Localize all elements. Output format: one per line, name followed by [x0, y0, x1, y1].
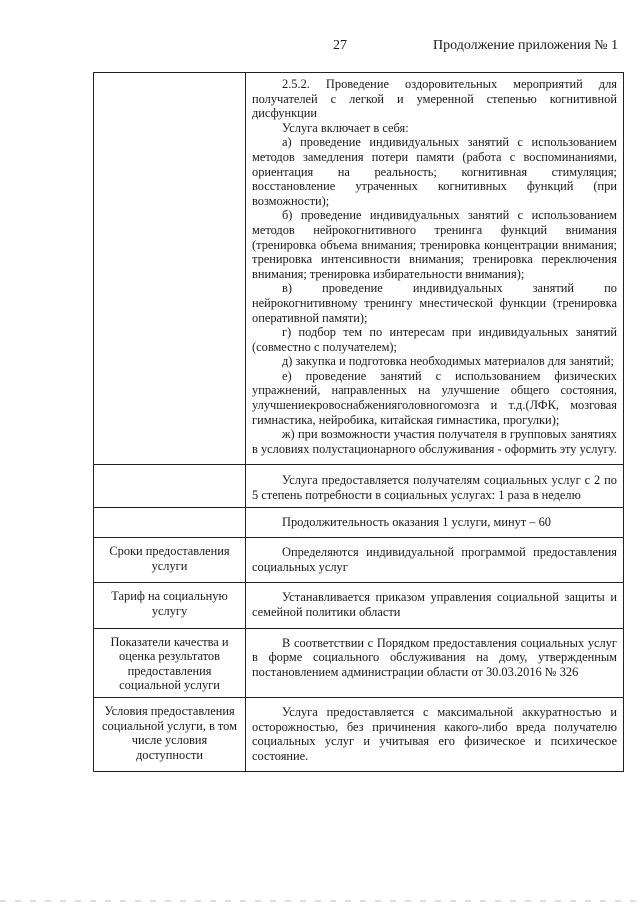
service-description-cell [246, 73, 624, 465]
service-table [93, 72, 624, 772]
list-item: в) проведение индивидуальных занятий по нейрокогнитивному тренингу мнестической функции (тренировка оперативной памяти); [252, 281, 617, 325]
row-value: Определяются индивидуальной программой предоставления социальных услуг [252, 545, 617, 574]
table-row [94, 628, 624, 697]
table-row [94, 538, 624, 583]
row-label: Тариф на социальную услугу [94, 583, 246, 628]
row-value-cell [246, 628, 624, 697]
row-value-cell [246, 538, 624, 583]
provision-cell [246, 465, 624, 507]
empty-label-cell [94, 465, 246, 507]
table-row [94, 465, 624, 507]
list-item: е) проведение занятий с использованием физических упражнений, направленных на улучшение общего состояния, улучшениекровоснабженияголовногомозга и т.д.(ЛФК, мозговая гимнастика, нейробика, китайская гимнастика, прогулки); [252, 368, 617, 427]
service-title: 2.5.2. Проведение оздоровительных мероприятий для получателей с легкой и умеренной степенью когнитивной дисфункции [252, 77, 617, 121]
list-item: г) подбор тем по интересам при индивидуальных занятий (совместно с получателем); [252, 325, 617, 354]
empty-label-cell [94, 73, 246, 465]
list-item: ж) при возможности участия получателя в групповых занятиях в условиях полустационарного обслуживания - оформить эту услугу. [252, 427, 617, 456]
scan-edge-artifact [0, 897, 639, 905]
row-value-cell [246, 583, 624, 628]
service-includes: Услуга включает в себя: [282, 120, 409, 135]
page-number: 27 [333, 38, 347, 53]
list-item: а) проведение индивидуальных занятий с использованием методов замедления потери памяти (работа с воспоминаниями, ориентация на реальность; когнитивная стимуляция; восстановление утраченных когнитивных функций (при возможности); [252, 135, 617, 208]
table-row [94, 507, 624, 538]
table-row [94, 697, 624, 771]
row-label: Условия предоставления социальной услуги, в том числе условия доступности [94, 697, 246, 771]
duration-text: Продолжительность оказания 1 услуги, минут – 60 [282, 514, 551, 529]
list-item: д) закупка и подготовка необходимых материалов для занятий; [282, 354, 614, 369]
page-header-continuation: Продолжение приложения № 1 [433, 38, 619, 53]
row-value: В соответствии с Порядком предоставления социальных услуг в форме социального обслуживания на дому, утвержденным постановлением администрации области от 30.03.2016 № 326 [252, 635, 617, 679]
duration-cell [246, 507, 624, 538]
provision-text: Услуга предоставляется получателям социальных услуг с 2 по 5 степень потребности в социальных услугах: 1 раза в неделю [252, 473, 617, 503]
row-value: Услуга предоставляется с максимальной аккуратностью и осторожностью, без причинения какого-либо вреда получателю социальных услуг и учитывая его физическое и психическое состояние. [252, 704, 617, 763]
row-value: Устанавливается приказом управления социальной защиты и семейной политики области [252, 590, 617, 619]
table-row [94, 583, 624, 628]
table-row [94, 73, 624, 465]
row-label: Показатели качества и оценка результатов предоставления социальной услуги [94, 628, 246, 697]
row-label: Сроки предоставления услуги [94, 538, 246, 583]
empty-label-cell [94, 507, 246, 538]
row-value-cell [246, 697, 624, 771]
list-item: б) проведение индивидуальных занятий с использованием методов нейрокогнитивного тренинга функций внимания (тренировка объема внимания; тренировка концентрации внимания; тренировка интенсивности внимания; тренировка переключения внимания; тренировка избирательности внимания); [252, 208, 617, 281]
